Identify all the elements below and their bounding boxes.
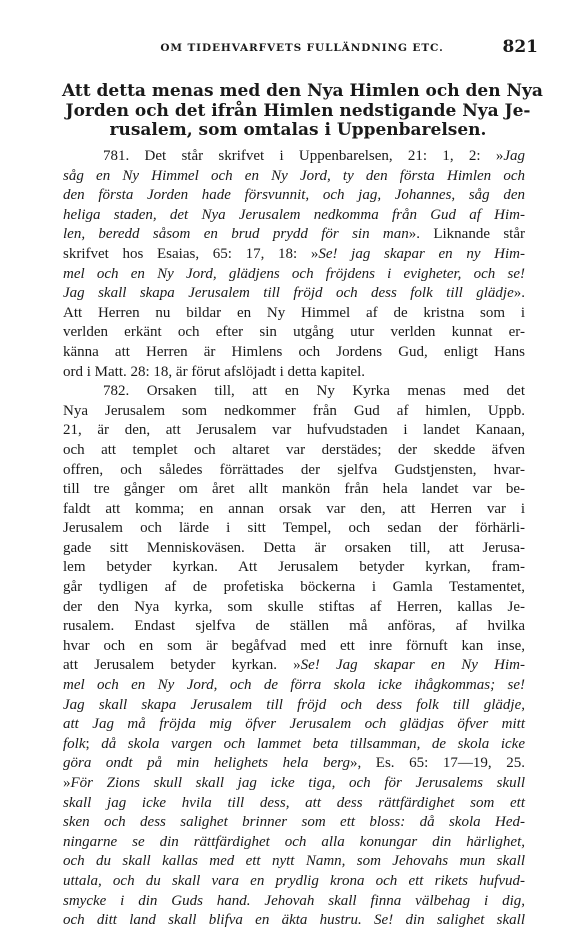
italic-quote-segment: skall jag icke hvila till dess, att dess rättfärdighet som ett — [63, 794, 525, 811]
italic-quote-segment: att Jag må fröjda mig öfver Jerusalem och glädjas öfver mitt — [63, 716, 525, 733]
text-line — [63, 617, 525, 637]
text-segment: hvar och en som är begåfvad med ett inre förnuft kan inse, — [63, 637, 525, 654]
text-segment: att Jerusalem betyder kyrkan. » — [63, 657, 301, 674]
text-segment: och att templet och altaret var derstädes; der skedde äfven — [63, 441, 525, 458]
italic-quote-segment: och du skall kallas med ett nytt Namn, som Jehovahs mun skall — [63, 853, 525, 870]
text-line — [63, 794, 525, 814]
heading-line: Jorden och det ifrån Himlen nedstigande Nya Je- — [65, 100, 531, 121]
italic-quote-segment: smycke i din Guds hand. Jehovah skall finna välbehag i dig, — [63, 892, 525, 909]
text-line — [63, 892, 525, 912]
text-segment: känna att Herren är Himlens och Jordens Gud, enligt Hans — [63, 343, 525, 360]
text-segment: går tydligen af de profetiska böckerna i Gamla Testamentet, — [63, 579, 525, 596]
heading-line: rusalem, som omtalas i Uppenbarelsen. — [109, 120, 487, 140]
text-segment: ord i Matt. 28: 18, är förut afslöjadt i detta kapitel. — [63, 363, 366, 380]
text-line — [63, 323, 525, 343]
text-line — [63, 578, 525, 598]
text-segment: Jerusalem och lärde i sitt Tempel, och sedan der förhärli- — [63, 520, 525, 537]
text-line — [63, 421, 525, 441]
text-line — [63, 539, 525, 559]
text-line — [63, 363, 525, 383]
italic-quote-segment: såg en Ny Himmel och en Ny Jord, ty den första Himlen och — [63, 167, 525, 184]
text-line — [63, 147, 525, 167]
page-number: 821 — [502, 37, 538, 57]
body-text — [63, 147, 525, 931]
text-line — [63, 598, 525, 618]
italic-quote-segment: mel och en Ny Jord, glädjens och fröjdens i evigheter, och se! — [63, 265, 525, 282]
text-line — [63, 441, 525, 461]
italic-quote-segment: Se! jag skapar en ny Him- — [318, 245, 525, 262]
text-line — [63, 676, 525, 696]
text-line — [63, 715, 525, 735]
italic-quote-segment: Jag skall skapa Jerusalem till fröjd och dess folk till glädje, — [63, 696, 525, 713]
text-line — [63, 833, 525, 853]
text-line — [63, 872, 525, 892]
italic-quote-segment: göra ondt på min helighets hela berg — [63, 755, 350, 772]
text-line — [63, 852, 525, 872]
italic-quote-segment: Jag — [503, 148, 525, 164]
text-line — [63, 186, 525, 206]
text-segment: ; — [85, 735, 102, 752]
italic-quote-segment: len, beredd såsom en brud prydd för sin man — [63, 226, 409, 243]
text-line — [63, 656, 525, 676]
text-segment: faldt att komma; en annan orsak var den, att Herren var i — [63, 500, 525, 517]
italic-quote-segment: då skola vargen och lammet beta tillsamman, de skola icke — [101, 735, 525, 752]
text-line — [63, 343, 525, 363]
text-line — [63, 480, 525, 500]
text-segment: ». Liknande står — [408, 226, 525, 243]
text-line — [63, 754, 525, 774]
text-segment: » — [63, 775, 71, 791]
text-segment: », Es. 65: 17—19, 25. — [349, 755, 525, 772]
text-line — [63, 402, 525, 422]
italic-quote-segment: Jag skall skapa Jerusalem till fröjd och dess folk till glädje — [63, 285, 514, 302]
text-line — [63, 225, 525, 245]
text-segment: 782. Orsaken till, att en Ny Kyrka menas med det — [103, 383, 525, 400]
running-head-title: OM TIDEHVARFVETS FULLÄNDNING ETC. — [160, 42, 444, 54]
text-line — [63, 284, 525, 304]
text-line — [63, 461, 525, 481]
text-segment: rusalem. Endast sjelfva de ställen må anföras, af hvilka — [63, 618, 525, 635]
heading-line: Att detta menas med den Nya Himlen och den Nya — [62, 81, 543, 101]
text-segment: verlden erkänt och efter sin utgång utur verlden kunnat er- — [63, 324, 525, 341]
italic-quote-segment: Se! Jag skapar en Ny Him- — [300, 657, 525, 674]
text-line — [63, 206, 525, 226]
text-line — [63, 813, 525, 833]
text-segment: gade sitt Menniskoväsen. Detta är orsaken till, att Jerusa- — [63, 539, 525, 556]
section-heading — [62, 81, 543, 141]
text-segment: Att Herren nu bildar en Ny Himmel af de kristna som i — [63, 304, 525, 321]
text-line — [63, 500, 525, 520]
text-segment: der den Nya kyrka, som skulle stiftas af Herren, kallas Je- — [63, 598, 525, 615]
text-line — [63, 558, 525, 578]
text-line — [63, 774, 525, 794]
text-segment: 21, är den, att Jerusalem var hufvudstaden i landet Kanaan, — [63, 422, 525, 439]
italic-quote-segment: den första Jorden hade försvunnit, och jag, Johannes, såg den — [63, 187, 525, 204]
italic-quote-segment: heliga staden, det Nya Jerusalem nedkomma från Gud af Him- — [63, 206, 525, 223]
text-line — [63, 245, 525, 265]
italic-quote-segment: mel och en Ny Jord, och de förra skola icke ihågkommas; se! — [63, 677, 525, 694]
text-segment: Nya Jerusalem som nedkommer från Gud af himlen, Uppb. — [63, 402, 525, 419]
text-line — [63, 382, 525, 402]
italic-quote-segment: sken och dess salighet brinner som ett bloss: då skola Hed- — [63, 814, 525, 831]
text-segment: 781. Det står skrifvet i Uppenbarelsen, 21: 1, 2: » — [103, 148, 504, 164]
text-line — [63, 167, 525, 187]
text-segment: till tre gånger om året allt mankön från hela landet var be- — [63, 481, 525, 498]
text-segment: skrifvet hos Esaias, 65: 17, 18: » — [63, 245, 319, 262]
text-segment: ». — [513, 285, 525, 302]
text-line — [63, 735, 525, 755]
text-segment: offren, och således förrättades der sjelfva Gudstjensten, hvar- — [63, 461, 525, 478]
italic-quote-segment: uttala, och du skall vara en prydlig krona och ett rikets hufvud- — [63, 872, 525, 889]
text-segment: lem betyder kyrkan. Att Jerusalem betyder kyrkan, fram- — [63, 559, 525, 576]
italic-quote-segment: och ditt land skall blifva en äkta hustru. Se! din salighet skall — [63, 912, 525, 929]
text-line — [63, 304, 525, 324]
text-line — [63, 519, 525, 539]
italic-quote-segment: ningarne se din rättfärdighet och alla konungar din härlighet, — [63, 833, 525, 850]
text-line — [63, 696, 525, 716]
text-line — [63, 637, 525, 657]
text-line — [63, 265, 525, 285]
italic-quote-segment: folk — [63, 735, 86, 752]
italic-quote-segment: För Zions skull skall jag icke tiga, och för Jerusalems skull — [70, 775, 525, 791]
running-head — [60, 38, 544, 58]
